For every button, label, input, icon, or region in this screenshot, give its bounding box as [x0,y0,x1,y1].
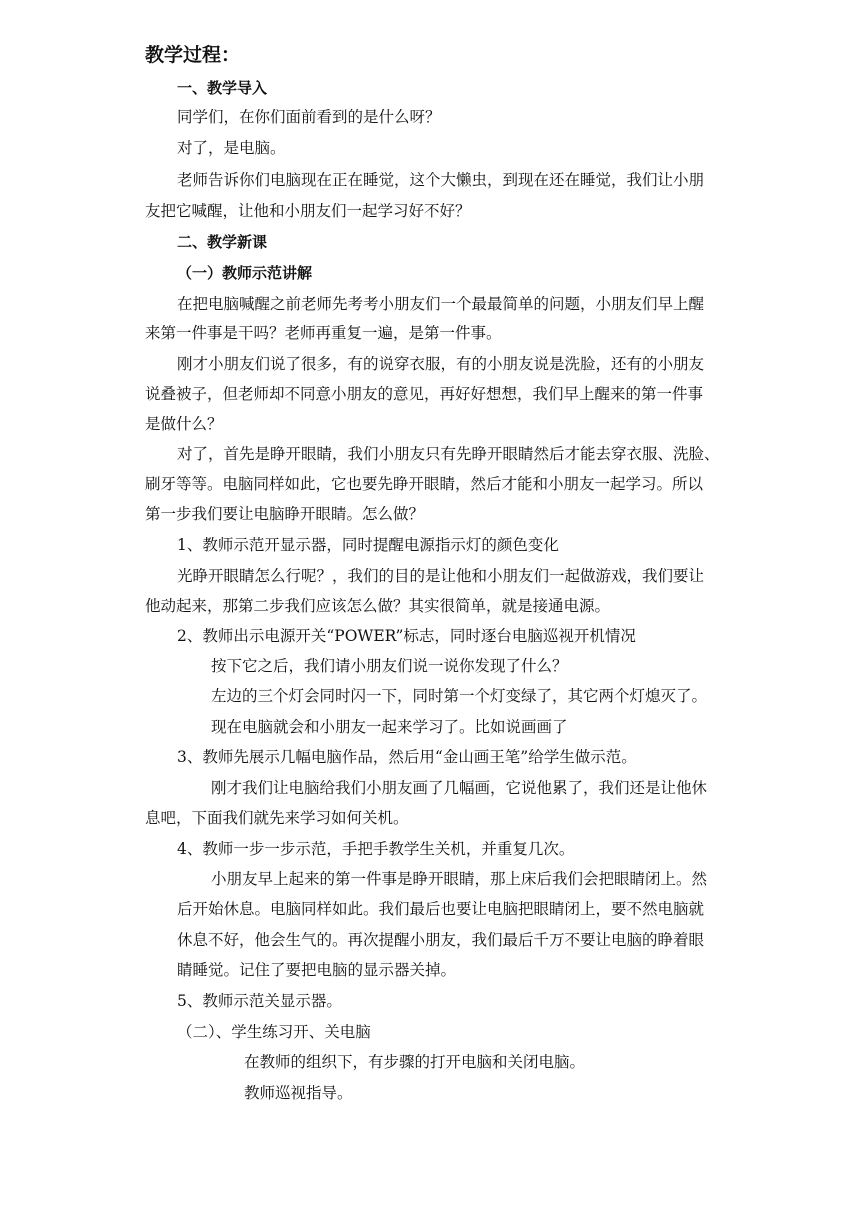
paragraph-line: 光睁开眼睛怎么行呢？，我们的目的是让他和小朋友们一起做游戏，我们要让 [177,567,705,585]
subsection-heading: （一）教师示范讲解 [177,264,313,282]
step-item: 2、教师出示电源开关“POWER”标志，同时逐台电脑巡视开机情况 [177,627,636,645]
paragraph-line: 对了，是电脑。 [177,139,286,157]
paragraph-line: 老师告诉你们电脑现在正在睡觉，这个大懒虫，到现在还在睡觉，我们让小朋 [177,171,705,189]
paragraph-line: 说叠被子，但老师却不同意小朋友的意见，再好好想想，我们早上醒来的第一件事 [145,385,704,403]
step-item: 5、教师示范关显示器。 [177,992,342,1010]
paragraph-line: 现在电脑就会和小朋友一起来学习了。比如说画画了 [211,718,568,736]
paragraph-line: 来第一件事是干吗？老师再重复一遍，是第一件事。 [145,324,502,342]
paragraph-line: 刚才我们让电脑给我们小朋友画了几幅画，它说他累了，我们还是让他休 [211,779,708,797]
paragraph-line: 在把电脑喊醒之前老师先考考小朋友们一个最最简单的问题，小朋友们早上醒 [177,295,705,313]
paragraph-line: 刚才小朋友们说了很多，有的说穿衣服，有的小朋友说是洗脸，还有的小朋友 [177,355,705,373]
paragraph-line: 小朋友早上起来的第一件事是睁开眼睛，那上床后我们会把眼睛闭上。然 [211,870,708,888]
paragraph-line: 睛睡觉。记住了要把电脑的显示器关掉。 [177,961,457,979]
paragraph-line: 左边的三个灯会同时闪一下，同时第一个灯变绿了，其它两个灯熄灭了。 [211,687,708,705]
paragraph-line: 息吧，下面我们就先来学习如何关机。 [145,809,409,827]
paragraph-line: 他动起来，那第二步我们应该怎么做？其实很简单，就是接通电源。 [145,597,611,615]
paragraph-line: 后开始休息。电脑同样如此。我们最后也要让电脑把眼睛闭上，要不然电脑就 [177,900,705,918]
paragraph-line: 教师巡视指导。 [244,1084,353,1102]
paragraph-line: 刷牙等等。电脑同样如此，它也要先睁开眼睛，然后才能和小朋友一起学习。所以 [145,475,704,493]
paragraph-line: 按下它之后，我们请小朋友们说一说你发现了什么？ [211,657,568,675]
document-title: 教学过程： [145,44,241,66]
step-item: 1、教师示范开显示器，同时提醒电源指示灯的颜色变化 [177,536,559,554]
step-item: 4、教师一步一步示范，手把手教学生关机，并重复几次。 [177,840,575,858]
paragraph-line: 休息不好，他会生气的。再次提醒小朋友，我们最后千万不要让电脑的睁着眼 [177,931,705,949]
subsection-heading: （二）、学生练习开、关电脑 [177,1023,371,1041]
paragraph-line: 在教师的组织下，有步骤的打开电脑和关闭电脑。 [244,1053,586,1071]
section-heading: 一、教学导入 [177,79,268,97]
paragraph-line: 对了，首先是睁开眼睛，我们小朋友只有先睁开眼睛然后才能去穿衣服、洗脸、 [177,445,720,463]
section-heading: 二、教学新课 [177,233,268,251]
paragraph-line: 第一步我们要让电脑睁开眼睛。怎么做？ [145,505,425,523]
step-item: 3、教师先展示几幅电脑作品，然后用“金山画王笔”给学生做示范。 [177,748,637,766]
paragraph-line: 同学们，在你们面前看到的是什么呀？ [177,108,441,126]
paragraph-line: 友把它喊醒，让他和小朋友们一起学习好不好？ [145,202,471,220]
paragraph-line: 是做什么？ [145,415,223,433]
